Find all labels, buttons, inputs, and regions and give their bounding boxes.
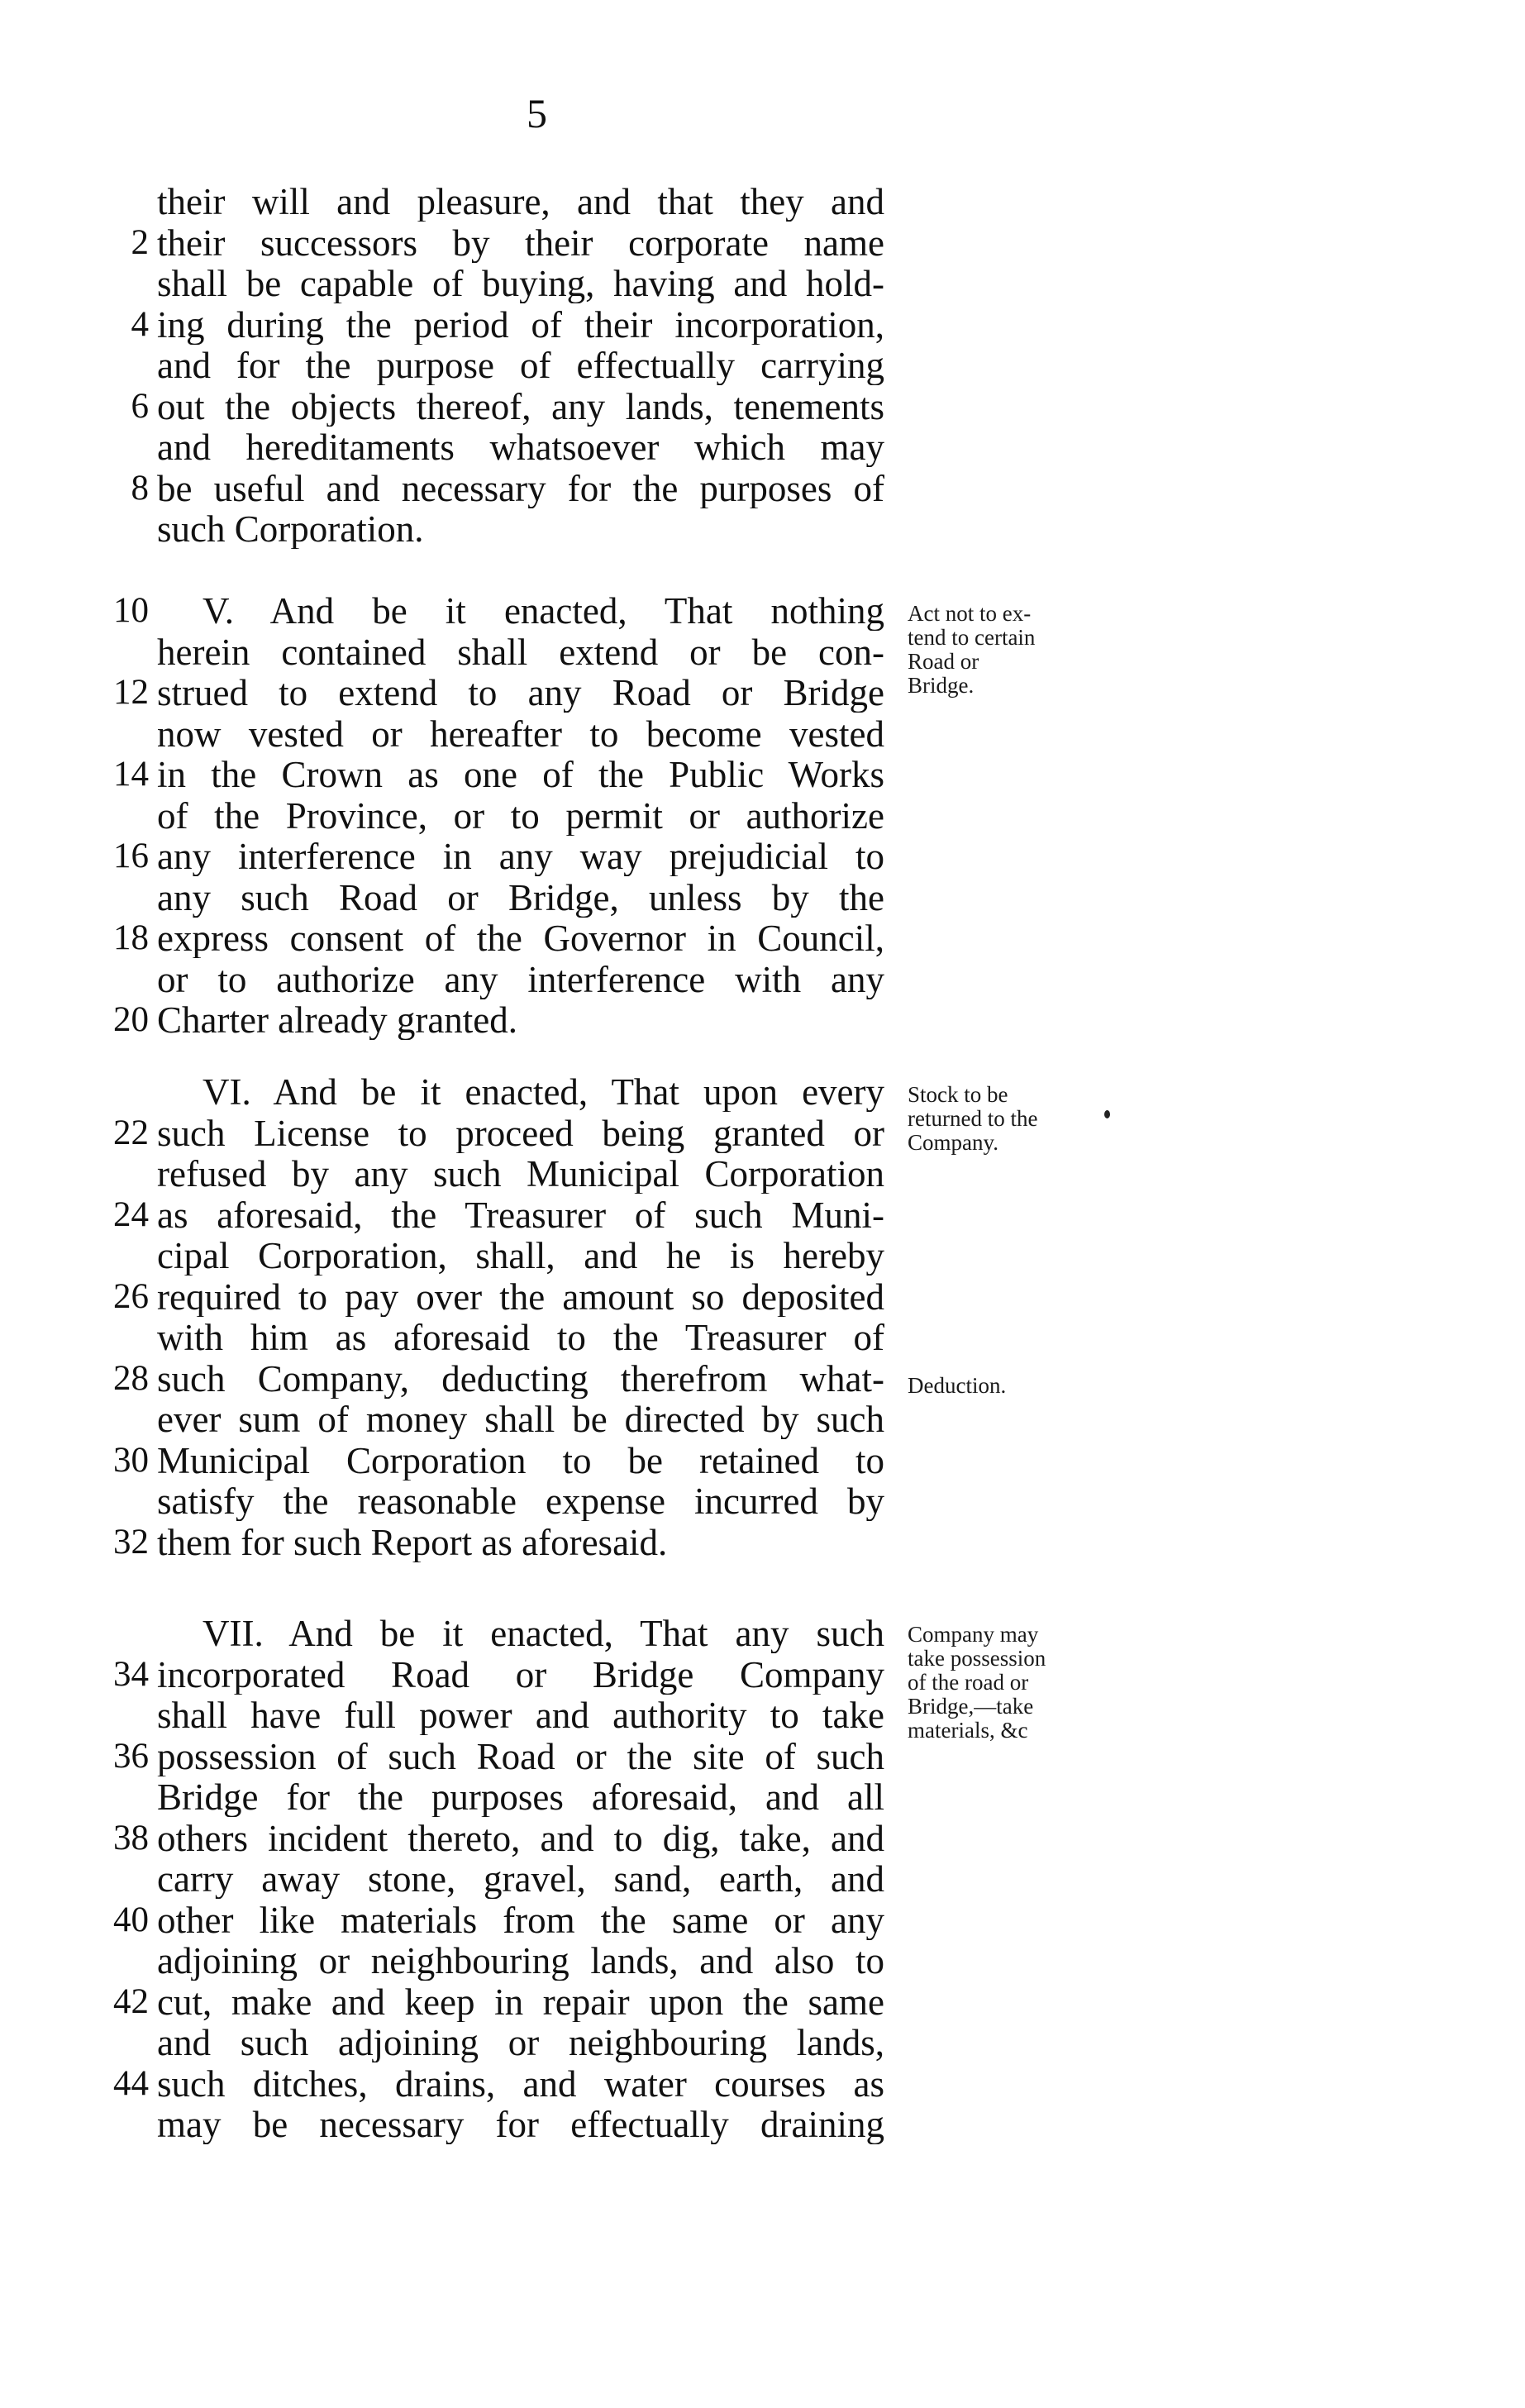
text-line-content: refused by any such Municipal Corporation bbox=[157, 1154, 884, 1194]
text-line bbox=[203, 1614, 884, 1653]
marginal-note bbox=[908, 1083, 1089, 1155]
line-number: 2 bbox=[131, 223, 149, 262]
ink-speck bbox=[1104, 1110, 1110, 1118]
line-number: 24 bbox=[113, 1195, 149, 1234]
text-line-content: such Corporation. bbox=[157, 509, 424, 549]
text-line bbox=[157, 1236, 884, 1276]
text-line-content: satisfy the reasonable expense incurred by bbox=[157, 1481, 884, 1521]
text-line bbox=[157, 796, 884, 836]
text-line bbox=[157, 1900, 884, 1940]
text-line-content: and hereditaments whatsoever which may bbox=[157, 427, 884, 467]
text-line-content: Bridge for the purposes aforesaid, and all bbox=[157, 1777, 884, 1817]
marginal-note bbox=[908, 1623, 1089, 1743]
text-line bbox=[157, 2023, 884, 2062]
text-line bbox=[157, 1481, 884, 1521]
text-line bbox=[157, 1113, 884, 1153]
text-line-content: possession of such Road or the site of such bbox=[157, 1737, 884, 1776]
text-line bbox=[157, 1859, 884, 1899]
text-line-content: strued to extend to any Road or Bridge bbox=[157, 673, 884, 713]
text-line-content: any such Road or Bridge, unless by the bbox=[157, 878, 884, 918]
marginal-note-line: of the road or bbox=[908, 1670, 1029, 1695]
line-number: 28 bbox=[113, 1359, 149, 1398]
text-line bbox=[157, 469, 884, 508]
text-line bbox=[157, 2105, 884, 2144]
marginal-note bbox=[908, 1374, 1089, 1398]
text-line-content: others incident thereto, and to dig, take, and bbox=[157, 1819, 884, 1858]
text-line bbox=[157, 1695, 884, 1735]
text-line bbox=[157, 305, 884, 345]
page-number: 5 bbox=[527, 90, 548, 136]
text-line-content: any interference in any way prejudicial to bbox=[157, 837, 884, 876]
marginal-note-line: tend to certain bbox=[908, 625, 1036, 650]
text-line bbox=[157, 1523, 884, 1562]
text-line-content: and for the purpose of effectually carrying bbox=[157, 346, 884, 385]
text-line-content: may be necessary for effectually draining bbox=[157, 2105, 884, 2144]
text-line bbox=[157, 1819, 884, 1858]
line-number: 30 bbox=[113, 1441, 149, 1480]
text-line bbox=[157, 755, 884, 794]
text-line bbox=[157, 1982, 884, 2022]
marginal-note-line: returned to the bbox=[908, 1106, 1038, 1131]
text-line bbox=[157, 264, 884, 303]
marginal-note-line: Act not to ex- bbox=[908, 601, 1032, 626]
text-line-content: or to authorize any interference with any bbox=[157, 960, 884, 999]
marginal-note-line: Company. bbox=[908, 1130, 998, 1155]
line-number: 18 bbox=[113, 918, 149, 957]
text-line bbox=[203, 1072, 884, 1112]
line-number: 14 bbox=[113, 755, 149, 794]
marginal-note-line: materials, &c bbox=[908, 1718, 1028, 1743]
text-line-content: V. And be it enacted, That nothing bbox=[203, 591, 884, 631]
text-line-content: in the Crown as one of the Public Works bbox=[157, 755, 884, 794]
text-line-content: be useful and necessary for the purposes of bbox=[157, 469, 884, 508]
text-line-content: now vested or hereafter to become vested bbox=[157, 714, 884, 754]
text-line bbox=[157, 1655, 884, 1695]
text-line-content: and such adjoining or neighbouring lands, bbox=[157, 2023, 884, 2062]
text-line bbox=[157, 2064, 884, 2104]
text-line-content: such ditches, drains, and water courses as bbox=[157, 2064, 884, 2104]
text-line-content: ing during the period of their incorporation, bbox=[157, 305, 884, 345]
marginal-note bbox=[908, 602, 1089, 698]
text-line-content: their successors by their corporate name bbox=[157, 223, 884, 263]
text-line-content: herein contained shall extend or be con- bbox=[157, 632, 884, 672]
text-line bbox=[157, 1941, 884, 1981]
line-number: 38 bbox=[113, 1819, 149, 1857]
text-line-content: other like materials from the same or any bbox=[157, 1900, 884, 1940]
text-line bbox=[157, 1359, 884, 1399]
text-line bbox=[203, 591, 884, 631]
marginal-note-line: take possession bbox=[908, 1646, 1046, 1671]
text-line bbox=[157, 1400, 884, 1439]
line-number: 40 bbox=[113, 1900, 149, 1939]
line-number: 22 bbox=[113, 1113, 149, 1152]
text-line bbox=[157, 918, 884, 958]
line-number: 20 bbox=[113, 1000, 149, 1039]
text-line bbox=[157, 1441, 884, 1481]
text-line bbox=[157, 387, 884, 427]
text-line bbox=[157, 1277, 884, 1317]
text-line-content: their will and pleasure, and that they and bbox=[157, 182, 884, 222]
text-line bbox=[157, 632, 884, 672]
text-line bbox=[157, 673, 884, 713]
text-line bbox=[157, 346, 884, 385]
marginal-note-line: Deduction. bbox=[908, 1373, 1007, 1398]
text-line-content: adjoining or neighbouring lands, and also to bbox=[157, 1941, 884, 1981]
text-line bbox=[157, 1195, 884, 1235]
line-number: 26 bbox=[113, 1277, 149, 1316]
text-line-content: required to pay over the amount so deposited bbox=[157, 1277, 884, 1317]
text-line-content: as aforesaid, the Treasurer of such Muni- bbox=[157, 1195, 884, 1235]
text-line-content: ever sum of money shall be directed by such bbox=[157, 1400, 884, 1439]
text-line bbox=[157, 878, 884, 918]
text-line bbox=[157, 837, 884, 876]
text-line bbox=[157, 1777, 884, 1817]
text-line-content: incorporated Road or Bridge Company bbox=[157, 1655, 884, 1695]
text-line-content: with him as aforesaid to the Treasurer of bbox=[157, 1318, 884, 1357]
text-line-content: such Company, deducting therefrom what- bbox=[157, 1359, 884, 1399]
text-line bbox=[157, 1318, 884, 1357]
text-line-content: shall have full power and authority to take bbox=[157, 1695, 884, 1735]
line-number: 36 bbox=[113, 1737, 149, 1776]
text-line-content: carry away stone, gravel, sand, earth, and bbox=[157, 1859, 884, 1899]
text-line bbox=[157, 714, 884, 754]
text-line bbox=[157, 1154, 884, 1194]
text-line bbox=[157, 1000, 884, 1040]
text-line bbox=[157, 509, 884, 549]
marginal-note-line: Road or bbox=[908, 649, 979, 674]
line-number: 12 bbox=[113, 673, 149, 712]
text-line-content: VI. And be it enacted, That upon every bbox=[203, 1072, 884, 1112]
text-line bbox=[157, 1737, 884, 1776]
marginal-note-line: Company may bbox=[908, 1622, 1039, 1647]
line-number: 34 bbox=[113, 1655, 149, 1694]
line-number: 10 bbox=[113, 591, 149, 630]
marginal-note-line: Stock to be bbox=[908, 1082, 1008, 1107]
text-line-content: VII. And be it enacted, That any such bbox=[203, 1614, 884, 1653]
line-number: 16 bbox=[113, 837, 149, 875]
text-line bbox=[157, 223, 884, 263]
text-line-content: express consent of the Governor in Council, bbox=[157, 918, 884, 958]
text-line bbox=[157, 960, 884, 999]
text-line-content: out the objects thereof, any lands, tenements bbox=[157, 387, 884, 427]
line-number: 32 bbox=[113, 1523, 149, 1562]
text-line-content: Municipal Corporation to be retained to bbox=[157, 1441, 884, 1481]
text-line bbox=[157, 427, 884, 467]
marginal-note-line: Bridge,—take bbox=[908, 1694, 1034, 1719]
marginal-note-line: Bridge. bbox=[908, 673, 975, 698]
text-line-content: cut, make and keep in repair upon the same bbox=[157, 1982, 884, 2022]
text-line-content: cipal Corporation, shall, and he is hereby bbox=[157, 1236, 884, 1276]
text-line bbox=[157, 182, 884, 222]
line-number: 44 bbox=[113, 2064, 149, 2103]
text-line-content: them for such Report as aforesaid. bbox=[157, 1523, 668, 1562]
text-line-content: shall be capable of buying, having and hold- bbox=[157, 264, 884, 303]
line-number: 8 bbox=[131, 469, 149, 508]
text-line-content: such License to proceed being granted or bbox=[157, 1113, 884, 1153]
text-line-content: of the Province, or to permit or authorize bbox=[157, 796, 884, 836]
line-number: 42 bbox=[113, 1982, 149, 2021]
line-number: 6 bbox=[131, 387, 149, 426]
text-line-content: Charter already granted. bbox=[157, 1000, 518, 1040]
line-number: 4 bbox=[131, 305, 149, 344]
